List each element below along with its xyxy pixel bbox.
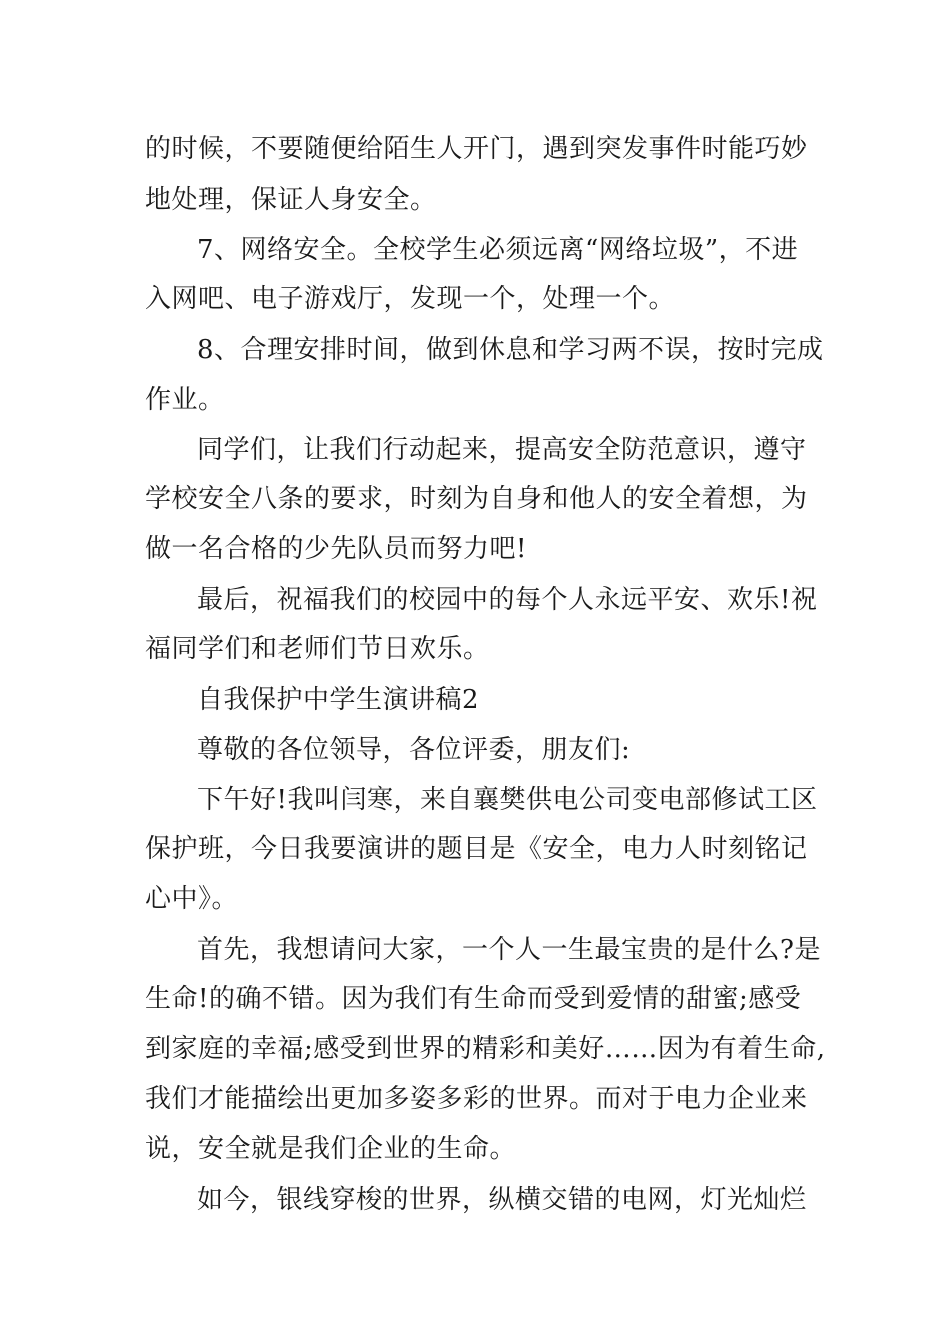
paragraph-line: 尊敬的各位领导，各位评委，朋友们: [197,735,631,765]
paragraph-line: 心中》。 [145,884,239,914]
paragraph-line: 学校安全八条的要求，时刻为自身和他人的安全着想，为 [145,484,808,514]
paragraph-line: 下午好!我叫闫寒，来自襄樊供电公司变电部修试工区 [197,785,818,815]
section-heading: 自我保护中学生演讲稿2 [197,685,480,715]
paragraph-line: 7、网络安全。全校学生必须远离“网络垃圾”，不进 [197,235,799,265]
paragraph-line: 同学们，让我们行动起来，提高安全防范意识，遵守 [197,435,807,465]
paragraph-line: 最后，祝福我们的校园中的每个人永远平安、欢乐!祝 [197,585,818,615]
paragraph-line: 到家庭的幸福;感受到世界的精彩和美好……因为有着生命, [145,1034,826,1064]
paragraph-line: 保护班，今日我要演讲的题目是《安全，电力人时刻铭记 [145,834,808,864]
paragraph-line: 如今，银线穿梭的世界，纵横交错的电网，灯光灿烂 [197,1185,807,1215]
paragraph-line: 作业。 [145,385,225,415]
paragraph-line: 生命!的确不错。因为我们有生命而受到爱情的甜蜜;感受 [145,984,802,1014]
paragraph-line: 我们才能描绘出更加多姿多彩的世界。而对于电力企业来 [145,1084,808,1114]
paragraph-line: 说，安全就是我们企业的生命。 [145,1134,517,1164]
paragraph-line: 首先，我想请问大家，一个人一生最宝贵的是什么?是 [197,935,821,965]
paragraph-line: 的时候，不要随便给陌生人开门，遇到突发事件时能巧妙 [145,134,808,164]
paragraph-line: 做一名合格的少先队员而努力吧! [145,534,527,564]
paragraph-line: 福同学们和老师们节日欢乐。 [145,634,490,664]
paragraph-line: 地处理，保证人身安全。 [145,185,437,215]
paragraph-line: 8、合理安排时间，做到休息和学习两不误，按时完成 [197,335,824,365]
paragraph-line: 入网吧、电子游戏厅，发现一个，处理一个。 [145,284,676,314]
